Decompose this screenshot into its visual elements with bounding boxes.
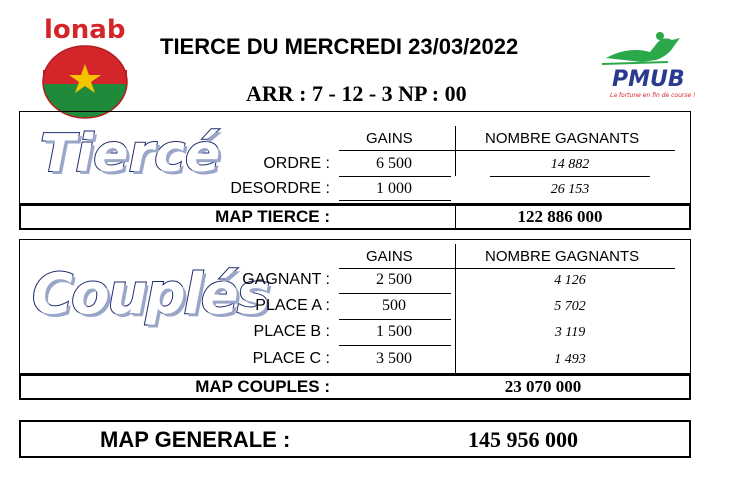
- couples-col-gains: GAINS: [366, 248, 413, 265]
- tierce-map-value: 122 886 000: [517, 207, 603, 226]
- arrivee-line: ARR : 7 - 12 - 3 NP : 00: [246, 81, 467, 106]
- couples-row-placeb-nombre: 3 119: [554, 325, 586, 340]
- tierce-map-divider: [455, 204, 456, 230]
- couples-col-nombre: NOMBRE GAGNANTS: [485, 248, 640, 265]
- tierce-row-ordre-rule-2: [490, 176, 650, 177]
- couples-row-placea-rule: [339, 319, 451, 320]
- tierce-row-desordre-label: DESORDRE :: [230, 180, 330, 197]
- general-map-value: 145 956 000: [468, 427, 578, 452]
- couples-map-value: 23 070 000: [504, 377, 582, 396]
- couples-header-rule: [339, 268, 675, 269]
- couples-row-placea-label: PLACE A :: [255, 297, 330, 314]
- couples-row-placec-gains: 3 500: [376, 350, 412, 367]
- couples-row-gagnant-label: GAGNANT :: [242, 271, 330, 288]
- tierce-row-desordre-nombre: 26 153: [550, 182, 590, 197]
- lonab-logo-text: lonab: [44, 15, 126, 45]
- tierce-col-nombre: NOMBRE GAGNANTS: [485, 130, 640, 147]
- couples-script-title: Couplés: [32, 262, 269, 327]
- couples-row-gagnant-rule: [339, 293, 451, 294]
- page-title: TIERCE DU MERCREDI 23/03/2022: [160, 34, 519, 59]
- couples-row-placec-label: PLACE C :: [252, 350, 330, 367]
- tierce-header-rule: [339, 150, 675, 151]
- couples-row-gagnant-gains: 2 500: [376, 271, 412, 288]
- couples-row-placeb-label: PLACE B :: [253, 323, 330, 340]
- tierce-script-title: Tiercé: [40, 124, 221, 184]
- pmub-logo: [598, 28, 698, 100]
- couples-row-placeb-rule: [339, 345, 451, 346]
- tierce-row-desordre-rule: [339, 200, 451, 201]
- horse-icon: [606, 38, 680, 62]
- tierce-row-ordre-label: ORDRE :: [263, 155, 330, 172]
- tierce-row-desordre-gains: 1 000: [376, 180, 412, 197]
- tierce-row-ordre-rule: [339, 176, 451, 177]
- tierce-row-ordre-nombre: 14 882: [550, 157, 590, 172]
- couples-row-placec-nombre: 1 493: [554, 352, 586, 367]
- couples-row-placeb-gains: 1 500: [376, 323, 412, 340]
- tierce-col-gains: GAINS: [366, 130, 413, 147]
- lonab-logo: [38, 12, 138, 120]
- couples-row-placea-nombre: 5 702: [554, 299, 586, 314]
- couples-col-divider: [455, 244, 456, 374]
- couples-row-gagnant-nombre: 4 126: [554, 273, 586, 288]
- couples-map-label: MAP COUPLES :: [195, 377, 330, 396]
- couples-row-placea-gains: 500: [382, 297, 406, 314]
- tierce-map-label: MAP TIERCE :: [215, 207, 330, 226]
- tierce-row-ordre-gains: 6 500: [376, 155, 412, 172]
- pmub-logo-text: PMUB: [612, 67, 685, 92]
- tierce-col-divider: [455, 126, 456, 176]
- pmub-tagline: La fortune en fin de course !: [610, 92, 696, 99]
- general-map-label: MAP GENERALE :: [100, 427, 291, 452]
